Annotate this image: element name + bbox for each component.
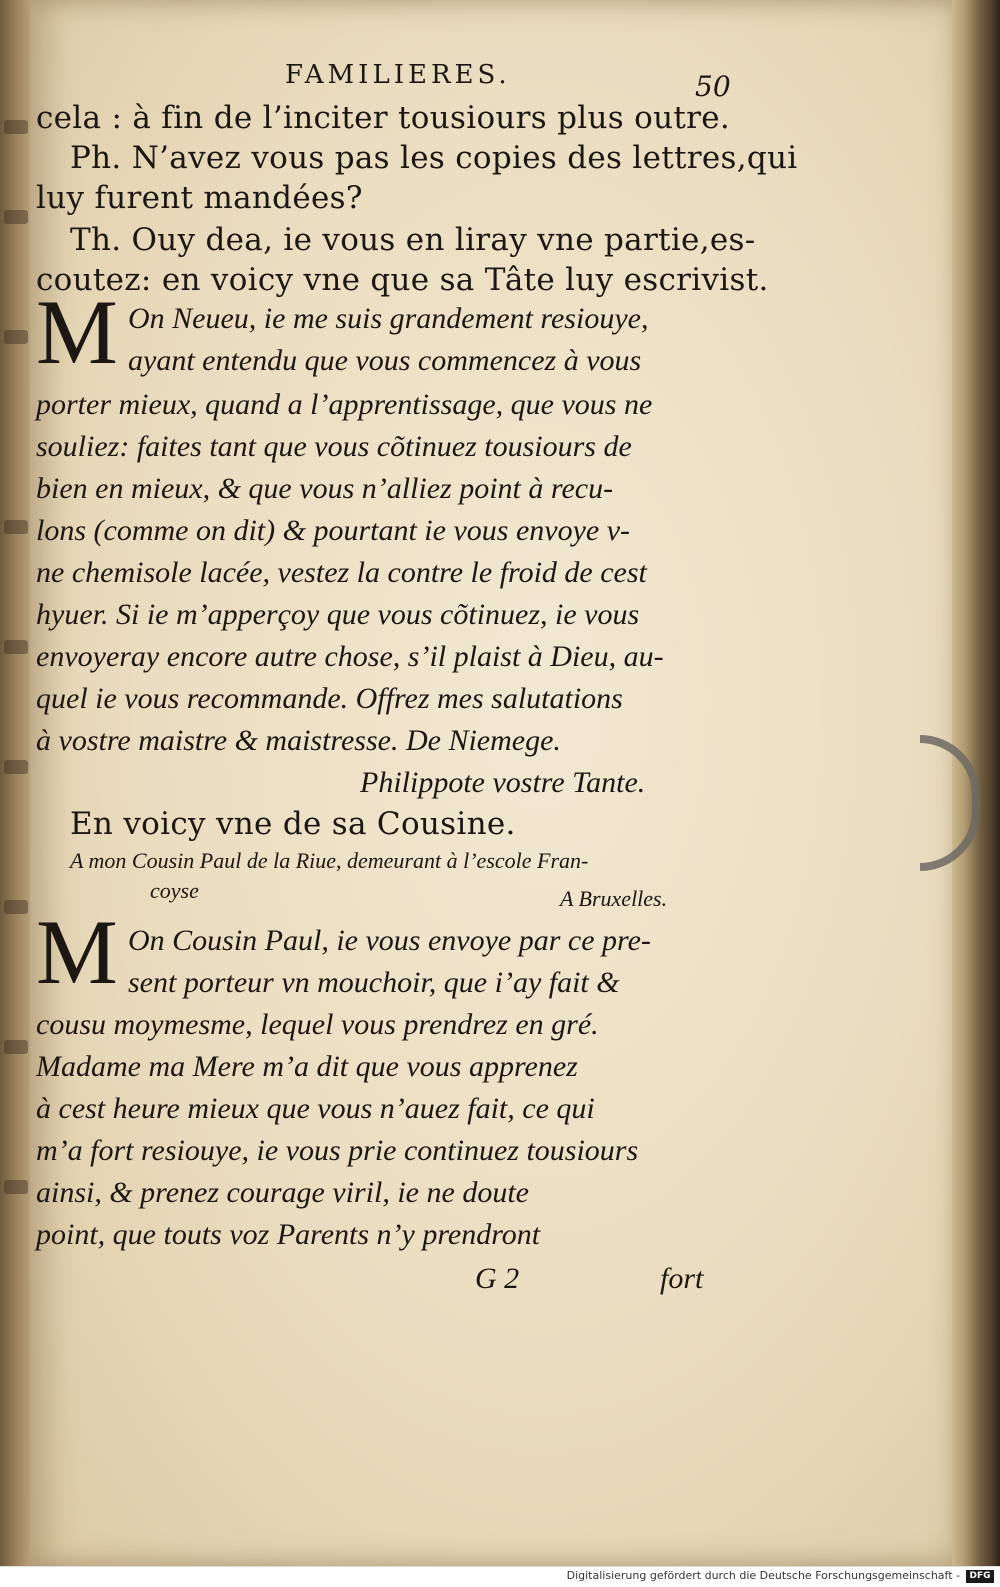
footer-bar — [0, 1566, 1000, 1587]
text-line: bien en mieux, & que vous n’alliez point à recu- — [36, 472, 614, 505]
text-line: à vostre maistre & maistresse. De Niemege. — [36, 724, 561, 757]
letter-signature: Philippote vostre Tante. — [360, 766, 646, 799]
text-line: ayant entendu que vous commencez à vous — [128, 344, 642, 377]
signature-mark: G 2 — [475, 1262, 520, 1295]
text-line: Madame ma Mere m’a dit que vous apprenez — [36, 1050, 578, 1083]
text-line: quel ie vous recommande. Offrez mes salutations — [36, 682, 623, 715]
text-line: En voicy vne de sa Cousine. — [70, 806, 516, 842]
book-page — [30, 0, 960, 1566]
text-line: point, que touts voz Parents n’y prendront — [36, 1218, 541, 1251]
text-line: cela : à fin de l’inciter tousiours plus outre. — [36, 100, 731, 136]
letter-address: coyse — [150, 878, 199, 903]
dfg-logo-icon: DFG — [966, 1570, 994, 1583]
text-line: ne chemisole lacée, vestez la contre le froid de cest — [36, 556, 647, 589]
text-line: luy furent mandées? — [36, 180, 363, 216]
text-line: ainsi, & prenez courage viril, ie ne doute — [36, 1176, 529, 1209]
text-line: Ph. N’avez vous pas les copies des lettres,qui — [70, 140, 798, 176]
drop-cap: M — [36, 901, 118, 1003]
drop-cap: M — [36, 281, 118, 383]
text-line: cousu moymesme, lequel vous prendrez en gré. — [36, 1008, 599, 1041]
text-line: porter mieux, quand a l’apprentissage, que vous ne — [36, 388, 653, 421]
text-line: On Neueu, ie me suis grandement resiouye, — [128, 302, 649, 335]
letter-address: A mon Cousin Paul de la Riue, demeurant à l’escole Fran- — [70, 848, 589, 873]
funding-credit: Digitalisierung gefördert durch die Deutsche Forschungsgemeinschaft - — [566, 1569, 960, 1582]
text-line: sent porteur vn mouchoir, que i’ay fait & — [128, 966, 620, 999]
text-line: m’a fort resiouye, ie vous prie continuez tousiours — [36, 1134, 639, 1167]
page-number: 50 — [695, 70, 731, 103]
letter-address-city: A Bruxelles. — [560, 886, 668, 911]
text-line: hyuer. Si ie m’apperçoy que vous cõtinuez, ie vous — [36, 598, 640, 631]
text-line: On Cousin Paul, ie vous envoye par ce pre- — [128, 924, 651, 957]
running-head: FAMILIERES. — [285, 60, 511, 90]
text-line: coutez: en voicy vne que sa Tâte luy escrivist. — [36, 262, 769, 298]
text-line: Th. Ouy dea, ie vous en liray vne partie,es- — [70, 222, 756, 258]
text-line: à cest heure mieux que vous n’auez fait, ce qui — [36, 1092, 595, 1125]
text-line: souliez: faites tant que vous cõtinuez tousiours de — [36, 430, 632, 463]
text-line: lons (comme on dit) & pourtant ie vous envoye v- — [36, 514, 631, 547]
text-line: envoyeray encore autre chose, s’il plaist à Dieu, au- — [36, 640, 664, 673]
catchword: fort — [660, 1262, 704, 1295]
